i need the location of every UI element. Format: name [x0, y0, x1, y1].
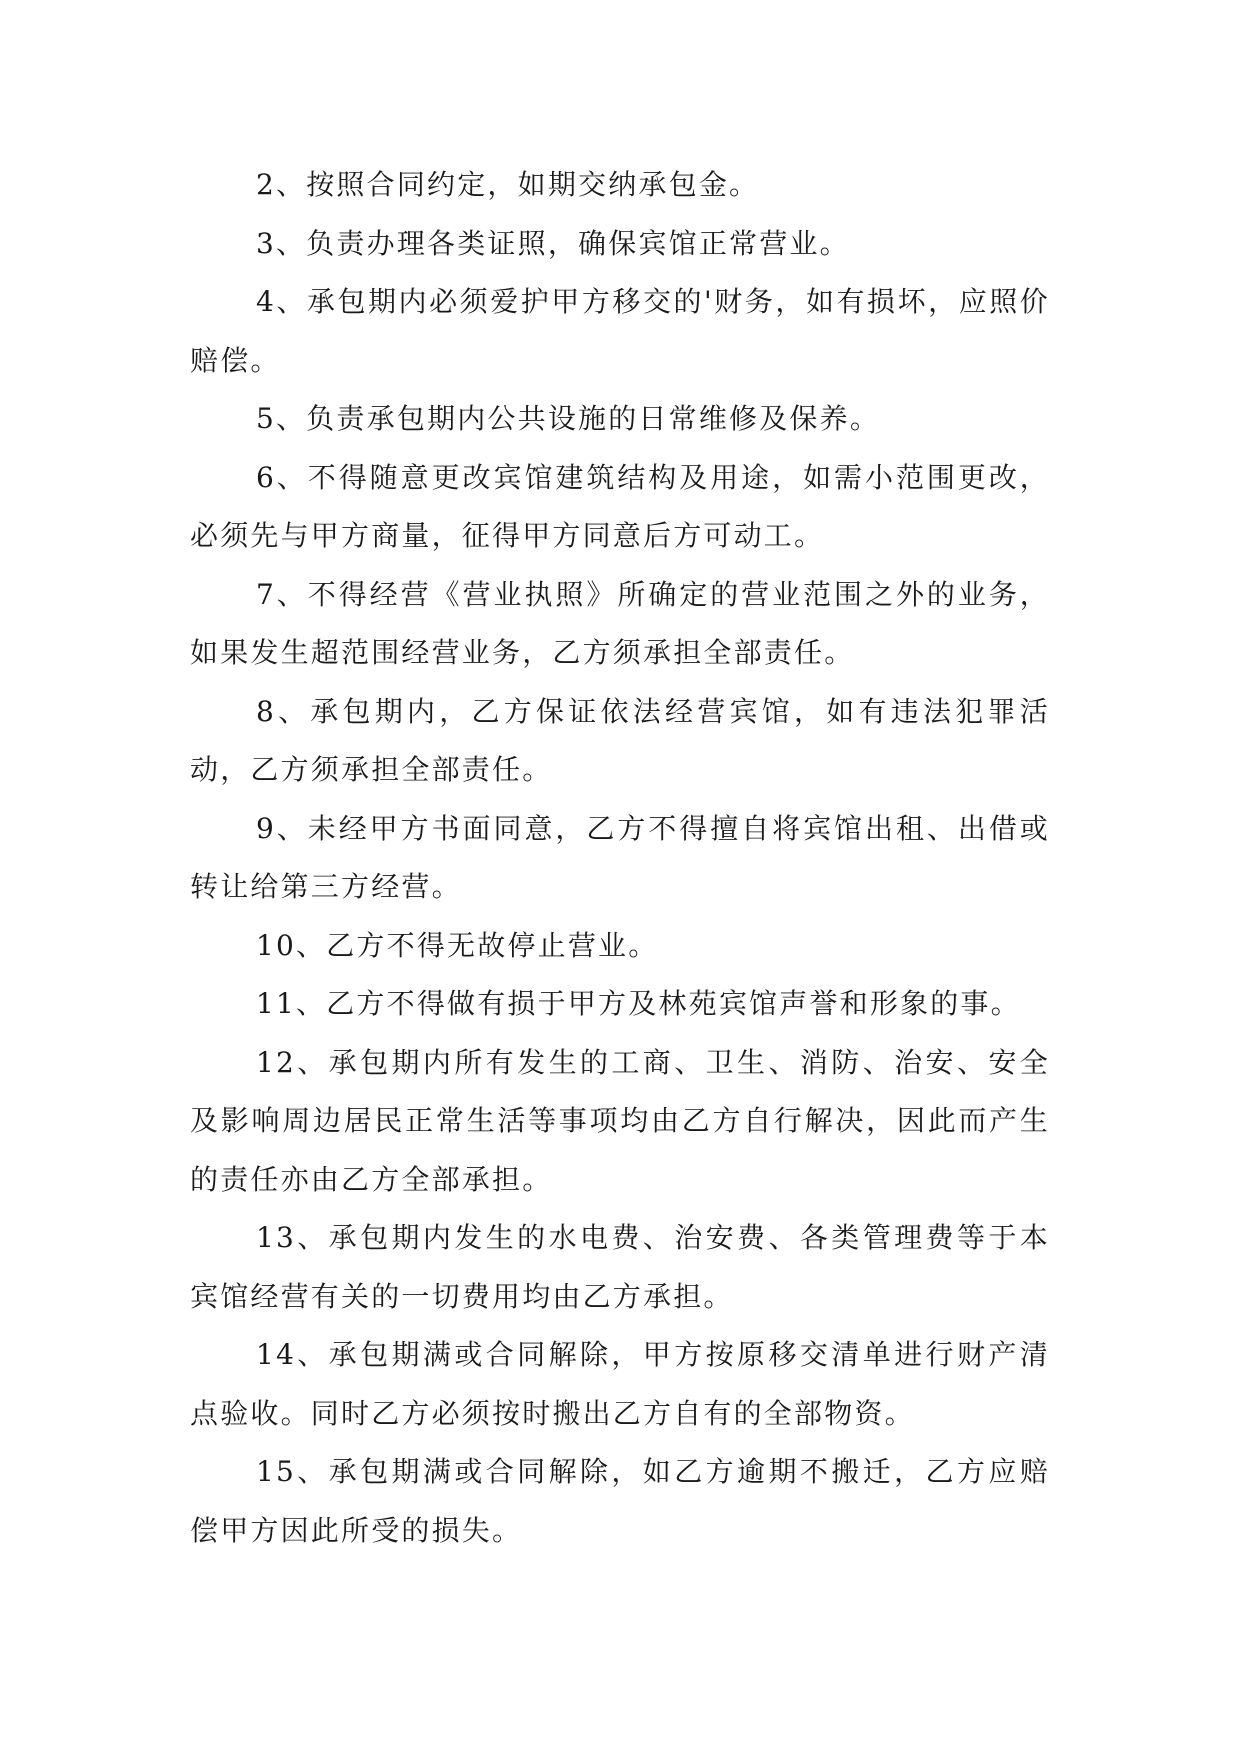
clause-13: 13、承包期内发生的水电费、治安费、各类管理费等于本宾馆经营有关的一切费用均由乙方承担。 [190, 1221, 1050, 1313]
clause-10: 10、乙方不得无故停止营业。 [256, 928, 659, 962]
clause-14: 14、承包期满或合同解除，甲方按原移交清单进行财产清点验收。同时乙方必须按时搬出乙方自有的全部物资。 [190, 1338, 1050, 1430]
clause-9: 9、未经甲方书面同意，乙方不得擅自将宾馆出租、出借或转让给第三方经营。 [190, 811, 1050, 903]
clause-5: 5、负责承包期内公共设施的日常维修及保养。 [256, 402, 881, 435]
clause-8: 8、承包期内，乙方保证依法经营宾馆，如有违法犯罪活动，乙方须承担全部责任。 [190, 694, 1050, 786]
document-page [190, 156, 1050, 1560]
clause-11: 11、乙方不得做有损于甲方及林苑宾馆声誉和形象的事。 [256, 987, 1021, 1020]
clause-6: 6、不得随意更改宾馆建筑结构及用途，如需小范围更改，必须先与甲方商量，征得甲方同意后方可动工。 [190, 460, 1050, 552]
clause-15: 15、承包期满或合同解除，如乙方逾期不搬迁，乙方应赔偿甲方因此所受的损失。 [190, 1455, 1050, 1547]
clause-12: 12、承包期内所有发生的工商、卫生、消防、治安、安全及影响周边居民正常生活等事项均由乙方自行解决，因此而产生的责任亦由乙方全部承担。 [190, 1045, 1050, 1196]
clause-7: 7、不得经营《营业执照》所确定的营业范围之外的业务，如果发生超范围经营业务，乙方须承担全部责任。 [190, 577, 1050, 669]
clause-2: 2、按照合同约定，如期交纳承包金。 [256, 168, 760, 201]
clause-4: 4、承包期内必须爱护甲方移交的'财务，如有损坏，应照价赔偿。 [190, 285, 1050, 377]
clause-3: 3、负责办理各类证照，确保宾馆正常营业。 [256, 226, 850, 260]
